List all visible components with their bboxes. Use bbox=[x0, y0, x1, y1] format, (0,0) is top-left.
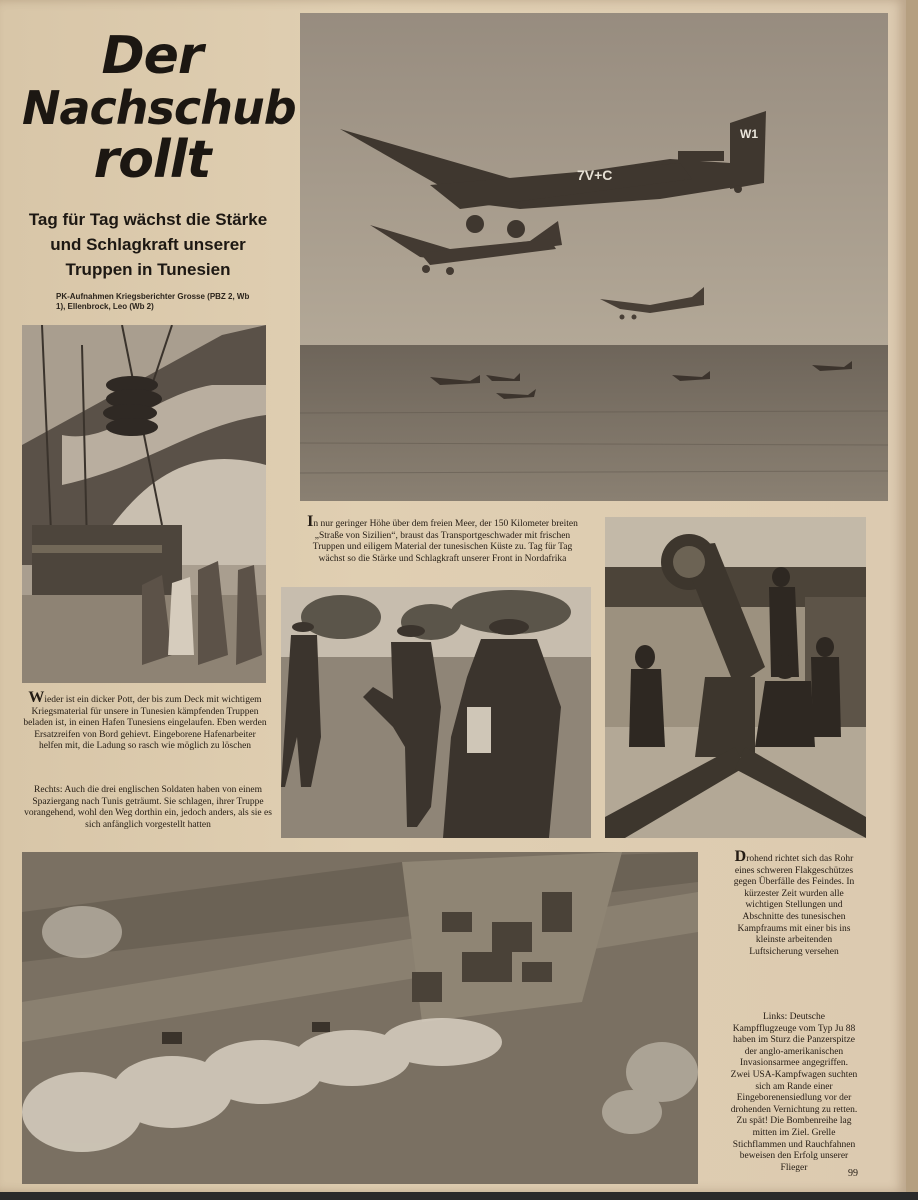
article-title bbox=[22, 26, 296, 190]
photo-transport-planes bbox=[300, 13, 888, 501]
photo-soldiers bbox=[281, 587, 591, 838]
article-subtitle: Tag für Tag wächst die Stärke und Schlagkraft unserer Truppen in Tunesien bbox=[28, 210, 268, 279]
caption-transport-planes bbox=[300, 513, 585, 565]
page-edge bbox=[906, 0, 918, 1200]
caption-flak-text: rohend richtet sich das Rohr eines schweren Flakgeschützes gegen Überfälle des Feindes. In kürzester Zeit wurden alle wichtigen Stellungen und Abschnitte des tunesischen Kampfraums mit einer bis ins kleinste arbeitenden Luftsicherung versehen bbox=[733, 854, 855, 957]
page-number: 99 bbox=[848, 1168, 858, 1179]
caption-cargo-ship bbox=[22, 689, 268, 753]
lead-fuselage-marking: 7V+C bbox=[577, 167, 613, 183]
photo-aerial-bombing bbox=[22, 852, 698, 1184]
caption-flak-gun bbox=[730, 848, 858, 958]
caption-ship-initial: W bbox=[28, 689, 45, 706]
title-line-1: Der bbox=[101, 26, 203, 86]
title-line-2: Nachschub bbox=[22, 81, 296, 135]
photo-credit: PK-Aufnahmen Kriegsberichter Grosse (PBZ 2, Wb 1), Ellenbrock, Leo (Wb 2) bbox=[56, 292, 250, 311]
photo-cargo-ship bbox=[22, 325, 266, 683]
caption-planes-initial: I bbox=[307, 513, 314, 530]
photo-flak-gun bbox=[605, 517, 866, 838]
page-bottom-edge bbox=[0, 1192, 918, 1200]
caption-ship-text: ieder ist ein dicker Pott, der bis zum Deck mit wichtigem Kriegsmaterial für unsere in Tunesien kämpfenden Truppen beladen ist, in einen Hafen Tunesiens eingelaufen. Eben werden Ersatzreifen von Bord gehievt. Eingeborene Hafenarbeiter helfen mit, die Ladung so rasch wie möglich zu löschen bbox=[23, 695, 267, 752]
caption-flak-initial: D bbox=[734, 848, 747, 865]
lead-tail-marking: W1 bbox=[740, 127, 758, 141]
title-line-3: rollt bbox=[93, 130, 211, 190]
caption-soldiers: Rechts: Auch die drei englischen Soldaten haben von einem Spaziergang nach Tunis geträumt. Sie schlagen, ihrer Truppe vorangehend, wohl den Weg dorthin ein, jedoch anders, als sie es sich anfänglich vorgestellt hatten bbox=[24, 785, 272, 830]
caption-aerial-bombing: Links: Deutsche Kampfflugzeuge vom Typ Ju 88 haben im Sturz die Panzerspitze der anglo-amerikanischen Invasionsarmee angegriffen. Zwei USA-Kampfwagen suchten sich am Rande einer Eingeborenensiedlung vor der drohenden Vernichtung zu retten. Zu spät! Die Bombenreihe lag mitten im Ziel. Grelle Stichflammen und Rauchfahnen beweisen den Erfolg unserer Flieger bbox=[730, 1012, 858, 1173]
caption-planes-text: n nur geringer Höhe über dem freien Meer, der 150 Kilometer breiten „Straße von Sizilien“, braust das Transportgeschwader mit frischen Truppen und eiligem Material der tunesischen Küste zu. Tag für Tag wächst so die Stärke und Schlagkraft unserer Front in Nordafrika bbox=[312, 519, 578, 564]
